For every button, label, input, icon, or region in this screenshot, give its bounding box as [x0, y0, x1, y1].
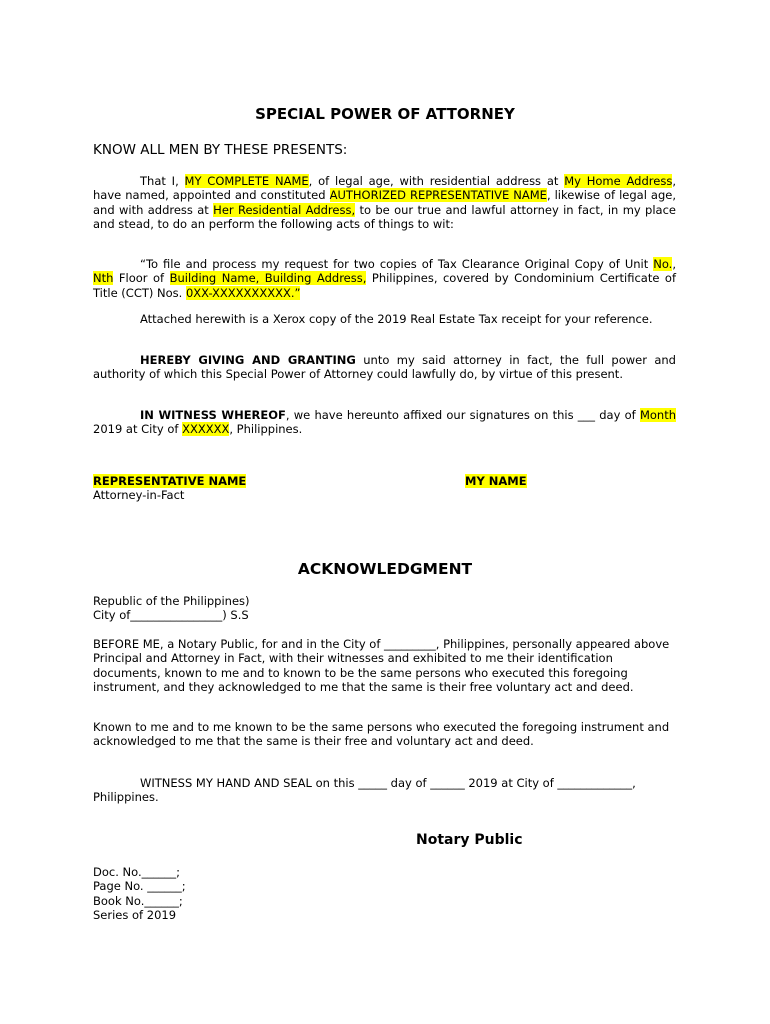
page-no-line: Page No. ______; — [93, 879, 186, 894]
text: , Philippines. — [229, 422, 303, 437]
principal-signature-name: MY NAME — [465, 474, 527, 488]
month-field: Month — [639, 408, 676, 422]
book-no-line: Book No.______; — [93, 893, 183, 908]
text: Philippines, covered by Condominium Certificate of Title (CCT) Nos. — [93, 271, 677, 300]
principal-name-field: MY COMPLETE NAME — [184, 174, 309, 188]
text: , — [672, 257, 676, 271]
acknowledgment-paragraph: BEFORE ME, a Notary Public, for and in the City of _________, Philippines, personally appeared above Principal and Attorney in Fact, with their witnesses and exhibited to me their identification documents, known to me and to known to be the same persons who executed this foregoing instrument, and they acknowledged to me that the same is their free voluntary act and deed. — [93, 637, 670, 695]
republic-line: Republic of the Philippines) — [93, 594, 250, 608]
document-title: SPECIAL POWER OF ATTORNEY — [255, 105, 515, 123]
text: , likewise of legal age, and with address at — [93, 188, 677, 217]
representative-signature-name: REPRESENTATIVE NAME — [93, 474, 247, 488]
text: 2019 at City of — [93, 422, 183, 437]
paragraph-appointment — [93, 174, 676, 232]
paragraph-attachment: Attached herewith is a Xerox copy of the 2019 Real Estate Tax receipt for your reference. — [140, 312, 653, 326]
text: unto my said attorney in fact, the full power and authority of which this Special Power of Attorney could lawfully do, by virtue of this present. — [93, 353, 676, 382]
text: “To file and process my request for two copies of Tax Clearance Original Copy of Unit — [140, 257, 654, 271]
text: IN WITNESS WHEREOF — [140, 408, 286, 422]
know-all-men-heading: KNOW ALL MEN BY THESE PRESENTS: — [93, 142, 348, 158]
cct-number-field: 0XX-XXXXXXXXXX.” — [185, 285, 301, 300]
paragraph-acts — [93, 257, 676, 300]
text: Floor of — [113, 271, 170, 286]
representative-name-field: AUTHORIZED REPRESENTATIVE NAME — [329, 188, 547, 203]
text: , we have hereunto affixed our signatures on this ___ day of — [285, 408, 640, 422]
city-ss-line: City of________________) S.S — [93, 608, 249, 623]
known-to-me-paragraph: Known to me and to me known to be the same persons who executed the foregoing instrument and acknowledged to me that the same is their free and voluntary act and deed. — [93, 720, 670, 749]
venue-block — [93, 594, 250, 623]
witness-hand-seal-paragraph: WITNESS MY HAND AND SEAL on this _____ day of ______ 2019 at City of _____________, Philippines. — [93, 776, 636, 805]
floor-field: Nth — [93, 271, 114, 286]
principal-address-field: My Home Address — [564, 174, 673, 188]
representative-address-field: Her Residential Address, — [213, 202, 356, 217]
building-field: Building Name, Building Address, — [169, 271, 367, 286]
text: , of legal age, with residential address at — [308, 174, 565, 188]
paragraph-witness — [93, 408, 676, 437]
signature-principal — [465, 474, 527, 488]
attorney-in-fact-label: Attorney-in-Fact — [93, 488, 185, 503]
paragraph-granting — [93, 353, 676, 382]
doc-no-line: Doc. No.______; — [93, 865, 180, 879]
acknowledgment-title: ACKNOWLEDGMENT — [297, 560, 473, 578]
unit-number-field: No. — [653, 257, 673, 271]
text: HEREBY GIVING AND GRANTING — [140, 353, 356, 367]
series-line: Series of 2019 — [93, 908, 177, 923]
city-field: XXXXXX — [182, 422, 230, 437]
text: to be our true and lawful attorney in fact, in my place and stead, to do an perform the following acts of things to wit: — [93, 202, 676, 232]
text: That I, — [140, 174, 185, 188]
notary-public-label: Notary Public — [416, 832, 523, 848]
signature-representative — [93, 474, 246, 503]
text: , have named, appointed and constituted — [93, 174, 676, 203]
notarial-register — [93, 865, 186, 923]
